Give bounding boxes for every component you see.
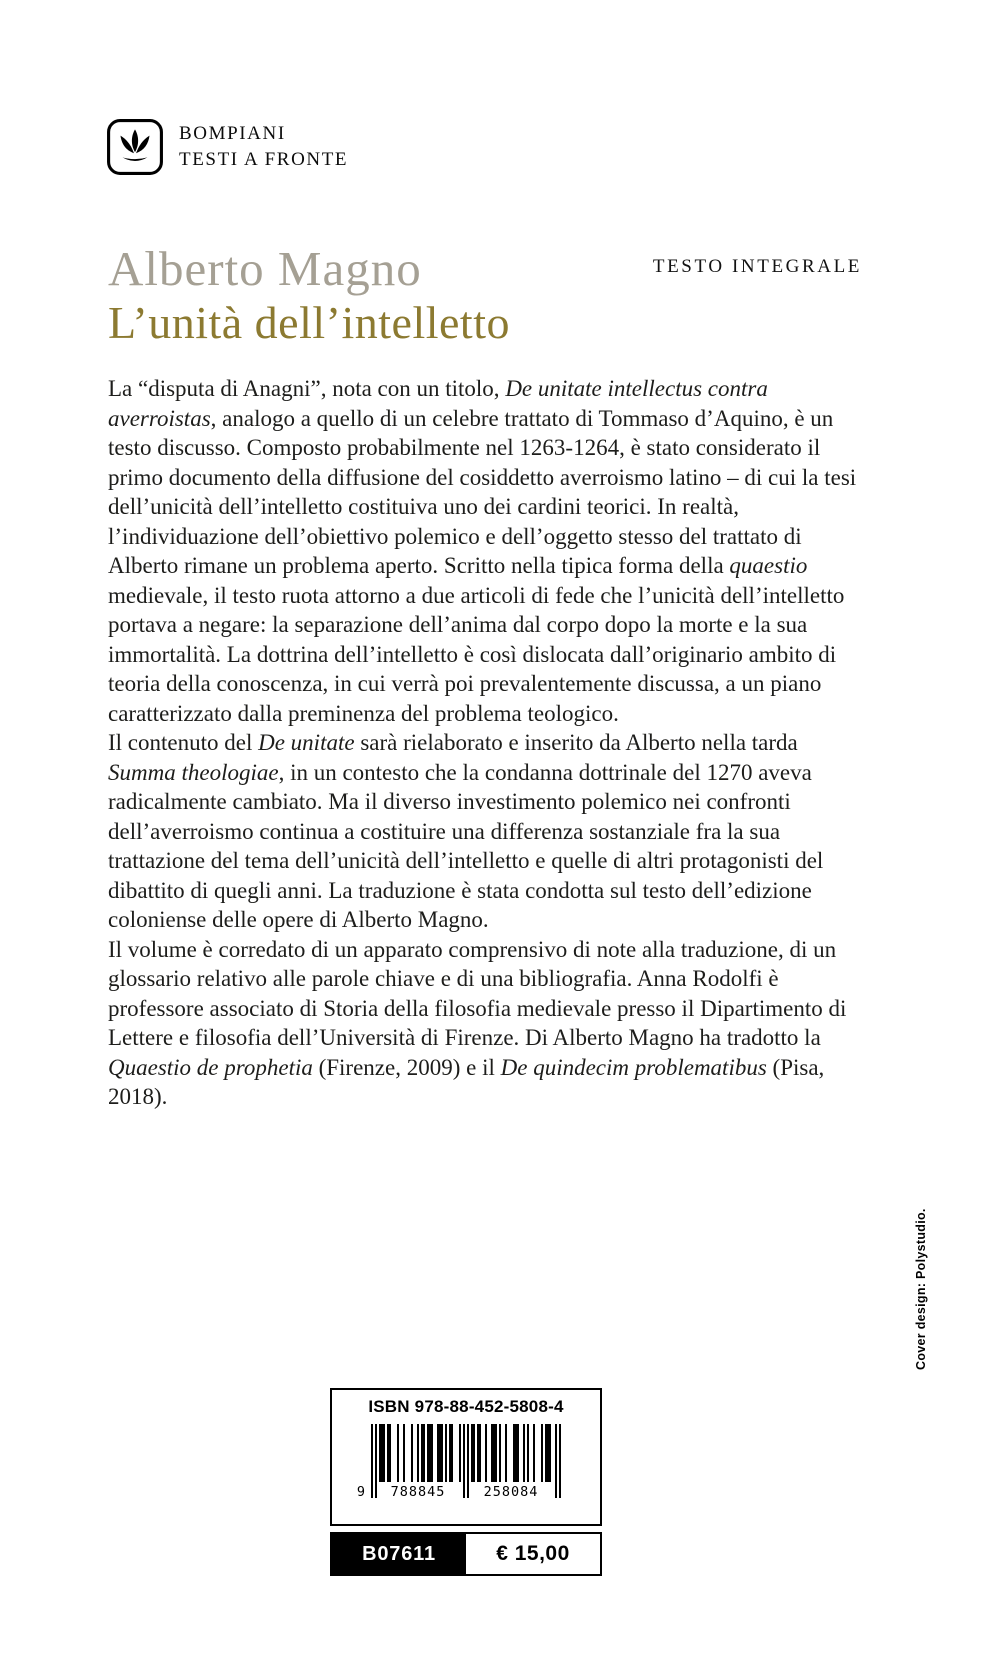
barcode-digits — [356, 1482, 561, 1500]
blurb-paragraph: Il contenuto del De unitate sarà rielaborato e inserito da Alberto nella tarda Summa theologiae, in un contesto che la condanna dottrinale del 1270 aveva radicalmente cambiato. Ma il diverso investimento polemico nei confronti dell’averroismo continua a costituire una differenza sostanziale fra la sua trattazione del tema dell’unicità dell’intelletto e quelle di altri protagonisti del dibattito di quegli anni. La traduzione è stata condotta sul testo dell’edizione coloniense delle opere di Alberto Magno. — [108, 730, 824, 932]
publisher-name: BOMPIANI — [179, 123, 286, 144]
product-code: B07611 — [332, 1534, 466, 1574]
price: € 15,00 — [496, 1542, 570, 1565]
price-row — [330, 1532, 602, 1576]
publisher-name-block — [179, 121, 348, 173]
blurb-paragraph: Il volume è corredato di un apparato comprensivo di note alla traduzione, di un glossario relativo alle parole chiave e di una bibliografia. Anna Rodolfi è professore associato di Storia della filosofia medievale presso il Dipartimento di Lettere e filosofia dell’Università di Firenze. Di Alberto Magno ha tradotto la Quaestio de prophetia (Firenze, 2009) e il De quindecim problematibus (Pisa, 2018). — [108, 936, 847, 1109]
bompiani-lotus-icon — [106, 118, 164, 176]
book-title: L’unità dell’intelletto — [108, 297, 510, 348]
barcode-digit-group: 788845 — [390, 1484, 446, 1500]
isbn-box — [330, 1388, 602, 1526]
isbn-label: ISBN 978-88-452-5808-4 — [368, 1397, 564, 1416]
publisher-series: TESTI A FRONTE — [179, 149, 349, 170]
barcode — [356, 1424, 561, 1500]
barcode-digit-group: 9 — [356, 1484, 366, 1500]
cover-design-credit: Cover design: Polystudio. — [914, 1208, 928, 1370]
barcode-digit-group: 258084 — [483, 1484, 539, 1500]
edition-note: TESTO INTEGRALE — [652, 256, 862, 277]
author-name: Alberto Magno — [108, 241, 422, 296]
publisher-brand — [106, 118, 348, 176]
blurb-paragraph: La “disputa di Anagni”, nota con un titolo, De unitate intellectus contra averroistas, analogo a quello di un celebre trattato di Tommaso d’Aquino, è un testo discusso. Composto probabilmente nel 1263-1264, è stato considerato il primo documento della diffusione del cosiddetto averroismo latino – di cui la tesi dell’unicità dell’intelletto costituiva uno dei cardini teorici. In realtà, l’individuazione dell’obiettivo polemico e dell’oggetto stesso del trattato di Alberto rimane un problema aperto. Scritto nella tipica forma della quaestio medievale, il testo ruota attorno a due articoli di fede che l’unicità dell’intelletto portava a negare: la separazione dell’anima dal corpo dopo la morte e la sua immortalità. La dottrina dell’intelletto è così dislocata dall’originario ambito di teoria della conoscenza, in cui verrà poi prevalentemente discussa, a un piano caratterizzato dalla preminenza del problema teologico. — [108, 376, 857, 726]
back-cover-blurb — [108, 374, 870, 1112]
